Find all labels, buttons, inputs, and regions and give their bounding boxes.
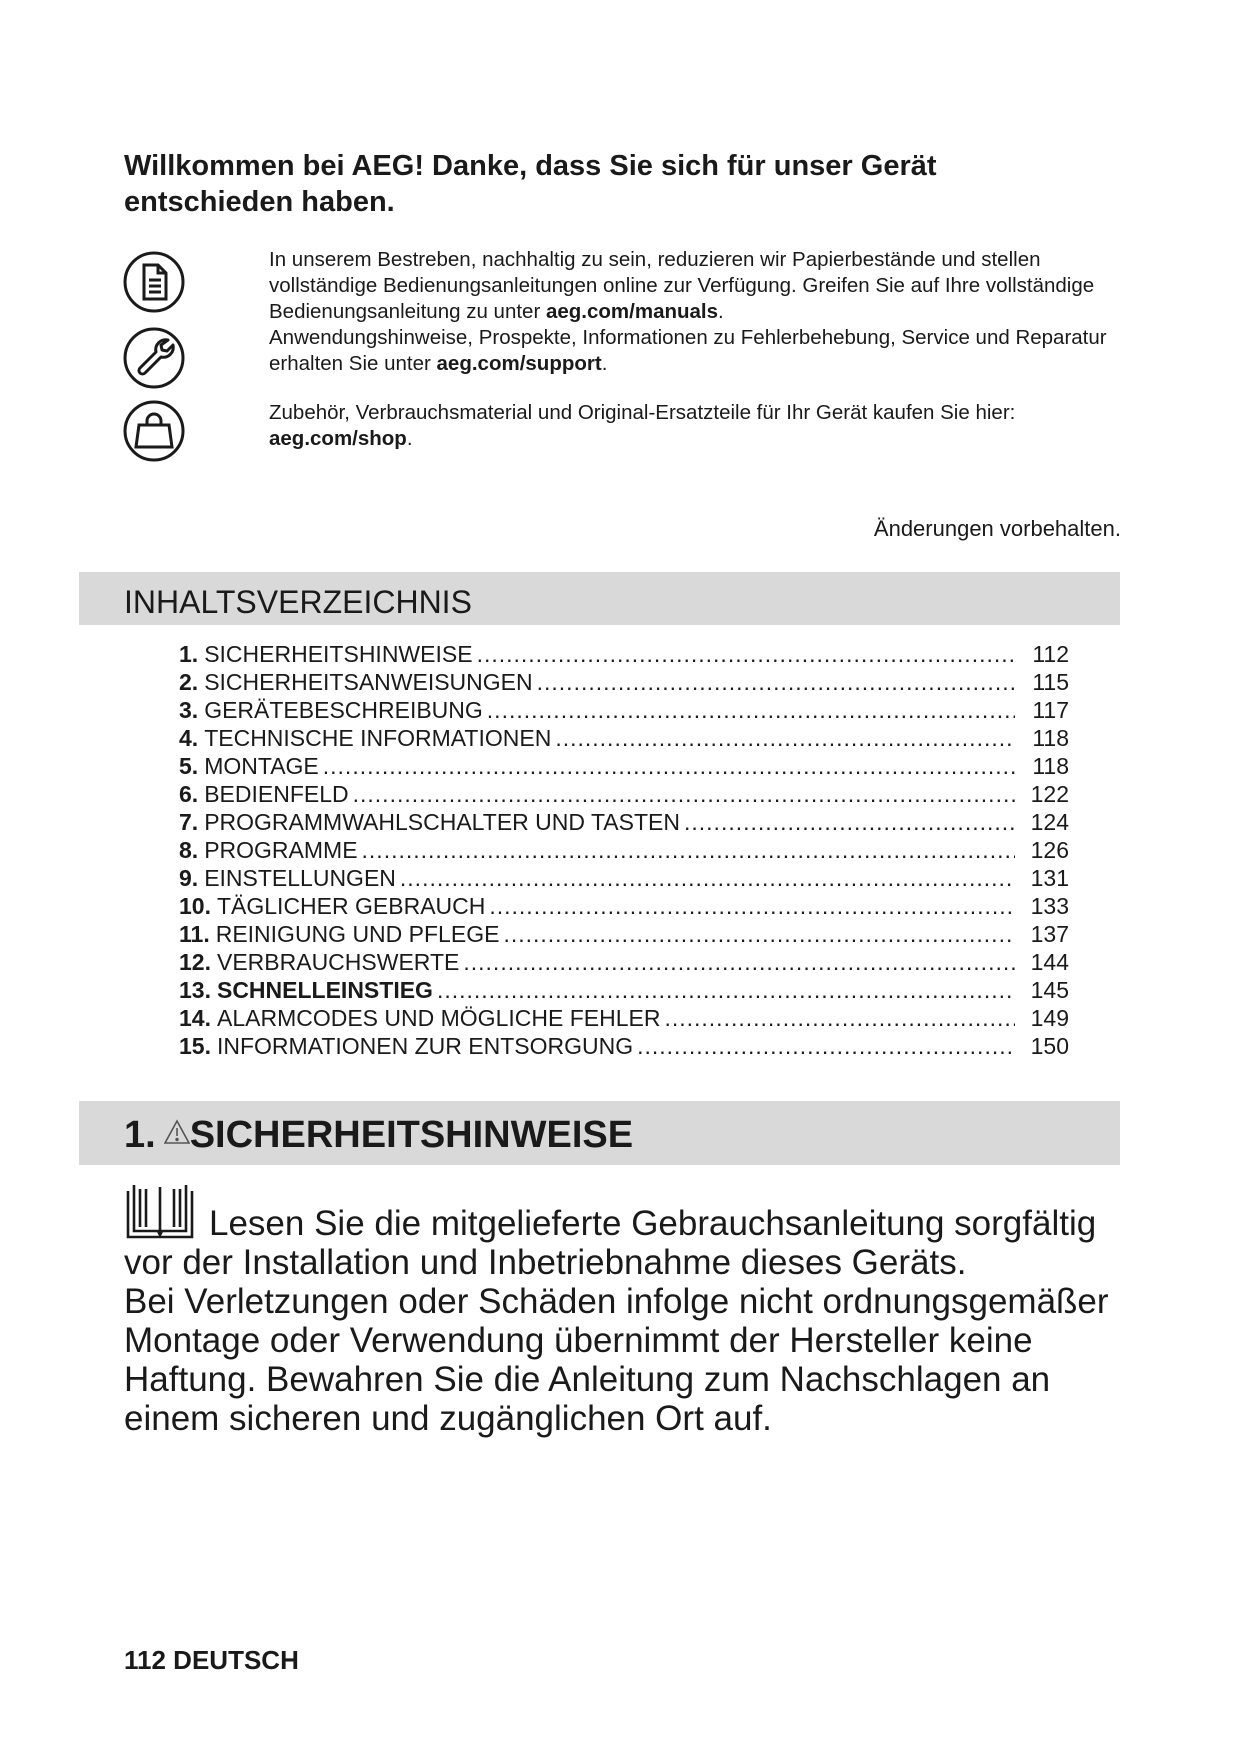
toc-entry-label: TECHNISCHE INFORMATIONEN [204, 725, 552, 751]
toc-leader-dots [437, 976, 1015, 1004]
toc-entry-number: 6. [179, 781, 199, 807]
toc-entry [179, 696, 1069, 724]
support-paragraph: Anwendungshinweise, Prospekte, Informationen zu Fehlerbehebung, Service und Reparatur erhalten Sie unter aeg.com/support. [269, 326, 1107, 375]
toc-entry-page: 118 [1032, 725, 1069, 751]
toc-entry-number: 7. [179, 809, 199, 835]
shopping-bag-icon [122, 399, 186, 463]
table-of-contents [179, 640, 1069, 1060]
toc-leader-dots [684, 808, 1015, 836]
toc-entry [179, 864, 1069, 892]
manuals-paragraph: In unserem Bestreben, nachhaltig zu sein, reduzieren wir Papierbestände und stellen vollständige Bedienungsanleitungen online zur Verfügung. Greifen Sie auf Ihre vollständige Bedienungsanleitung zu unter aeg.com/manuals. [269, 248, 1095, 323]
toc-entry-page: 131 [1030, 865, 1069, 891]
toc-entry-page: 144 [1030, 949, 1069, 975]
shop-link: aeg.com/shop [269, 427, 407, 450]
section-number: 1. [124, 1114, 156, 1156]
toc-entry-page: 118 [1032, 753, 1069, 779]
toc-entry-number: 11. [179, 921, 210, 947]
toc-entry-number: 3. [179, 697, 199, 723]
toc-entry-number: 10. [179, 893, 211, 919]
toc-entry-number: 8. [179, 837, 199, 863]
toc-entry-number: 5. [179, 753, 199, 779]
toc-entry-number: 1. [179, 641, 199, 667]
read-manual-text: Lesen Sie die mitgelieferte Gebrauchsanleitung sorgfältig vor der Installation und Inbetriebnahme dieses Geräts. [124, 1204, 1097, 1282]
toc-entry [179, 976, 1069, 1004]
toc-entry [179, 724, 1069, 752]
welcome-heading [124, 148, 1024, 220]
toc-leader-dots [463, 948, 1015, 976]
liability-text: Bei Verletzungen oder Schäden infolge nicht ordnungsgemäßer Montage oder Verwendung übernimmt der Hersteller keine Haftung. Bewahren Sie die Anleitung zum Nachschlagen an einem sicheren und zugänglichen Ort auf. [124, 1282, 1109, 1438]
toc-entry-page: 149 [1030, 1005, 1069, 1031]
online-resources-text [269, 247, 1129, 377]
toc-entry-page: 124 [1030, 809, 1069, 835]
toc-entry [179, 920, 1069, 948]
toc-leader-dots [503, 920, 1015, 948]
toc-entry-label: ALARMCODES UND MÖGLICHE FEHLER [216, 1005, 661, 1031]
toc-entry-number: 14. [179, 1005, 211, 1031]
toc-entry-label: REINIGUNG UND PFLEGE [215, 921, 500, 947]
safety-paragraph [124, 1204, 1124, 1438]
toc-entry-label: INFORMATIONEN ZUR ENTSORGUNG [216, 1033, 634, 1059]
toc-leader-dots [487, 696, 1015, 724]
toc-leader-dots [362, 836, 1015, 864]
toc-entry-label: VERBRAUCHSWERTE [216, 949, 460, 975]
toc-entry-number: 4. [179, 725, 199, 751]
toc-entry-page: 117 [1032, 697, 1069, 723]
shop-text [269, 400, 1129, 452]
toc-entry-number: 15. [179, 1033, 211, 1059]
toc-entry [179, 836, 1069, 864]
toc-entry-label: EINSTELLUNGEN [204, 865, 396, 891]
toc-entry [179, 668, 1069, 696]
toc-entry [179, 808, 1069, 836]
toc-entry-number: 13. [179, 977, 211, 1003]
section-title-text: SICHERHEITSHINWEISE [189, 1114, 634, 1156]
toc-entry-label: MONTAGE [204, 753, 319, 779]
toc-entry [179, 1004, 1069, 1032]
warning-icon [164, 1119, 190, 1145]
toc-entry-page: 122 [1030, 781, 1069, 807]
toc-entry-page: 115 [1032, 669, 1069, 695]
toc-leader-dots [555, 724, 1015, 752]
welcome-heading-line2: entschieden haben. [124, 186, 395, 218]
toc-entry-label: PROGRAMME [204, 837, 358, 863]
toc-entry-label: BEDIENFELD [204, 781, 349, 807]
toc-entry-label: PROGRAMMWAHLSCHALTER UND TASTEN [204, 809, 680, 835]
toc-leader-dots [323, 752, 1015, 780]
toc-entry [179, 752, 1069, 780]
toc-entry-label: SICHERHEITSHINWEISE [204, 641, 473, 667]
toc-entry-label: SCHNELLEINSTIEG [216, 977, 433, 1003]
toc-title: INHALTSVERZEICHNIS [124, 584, 472, 620]
toc-leader-dots [637, 1032, 1015, 1060]
toc-entry-label: TÄGLICHER GEBRAUCH [216, 893, 486, 919]
toc-entry-page: 112 [1032, 641, 1069, 667]
toc-entry-page: 126 [1030, 837, 1069, 863]
toc-leader-dots [537, 668, 1015, 696]
toc-entry-label: SICHERHEITSANWEISUNGEN [204, 669, 533, 695]
toc-entry-page: 137 [1030, 921, 1069, 947]
toc-leader-dots [353, 780, 1015, 808]
toc-leader-dots [477, 640, 1015, 668]
changes-note: Änderungen vorbehalten. [873, 516, 1121, 541]
toc-entry-number: 12. [179, 949, 211, 975]
toc-leader-dots [400, 864, 1015, 892]
toc-entry-number: 2. [179, 669, 199, 695]
welcome-heading-line1: Willkommen bei AEG! Danke, dass Sie sich für unser Gerät [124, 150, 937, 182]
wrench-icon [122, 326, 186, 390]
toc-entry-page: 150 [1030, 1033, 1069, 1059]
toc-entry-label: GERÄTEBESCHREIBUNG [204, 697, 483, 723]
toc-entry [179, 948, 1069, 976]
manuals-link: aeg.com/manuals [545, 300, 719, 323]
toc-entry [179, 892, 1069, 920]
toc-entry-number: 9. [179, 865, 199, 891]
support-link: aeg.com/support [436, 352, 602, 375]
document-icon [122, 250, 186, 314]
toc-entry-page: 133 [1030, 893, 1069, 919]
shop-paragraph: Zubehör, Verbrauchsmaterial und Original-Ersatzteile für Ihr Gerät kaufen Sie hier: aeg.com/shop. [269, 401, 1016, 450]
toc-entry [179, 780, 1069, 808]
toc-entry-page: 145 [1030, 977, 1069, 1003]
toc-entry [179, 640, 1069, 668]
page-footer: 112 DEUTSCH [124, 1645, 299, 1675]
section-title [124, 1113, 633, 1157]
toc-leader-dots [664, 1004, 1015, 1032]
toc-entry [179, 1032, 1069, 1060]
toc-leader-dots [489, 892, 1015, 920]
